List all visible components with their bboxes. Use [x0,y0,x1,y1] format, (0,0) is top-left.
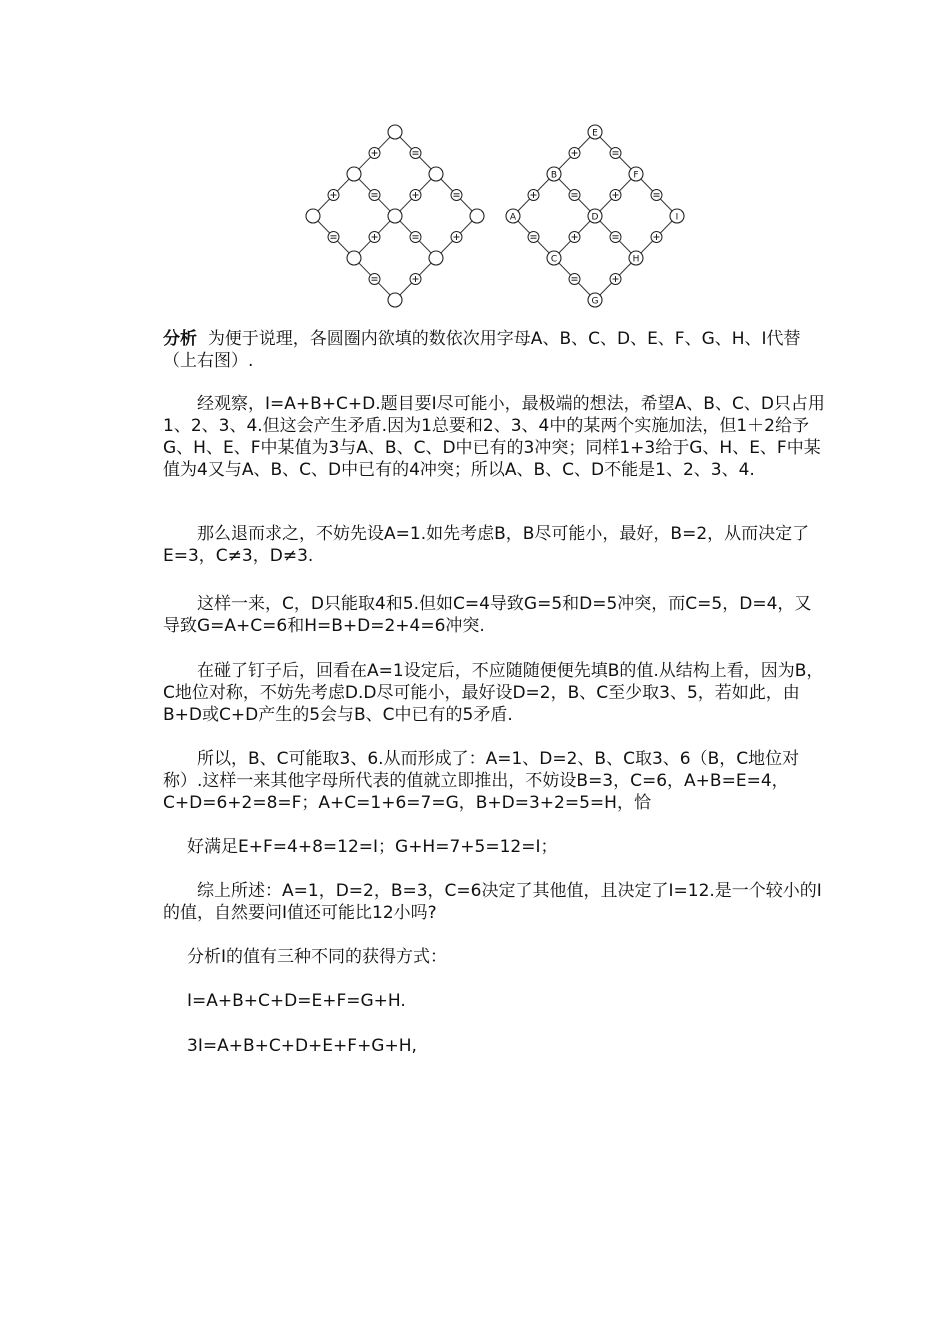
value-circle [429,167,443,181]
value-circle [347,251,361,265]
minus-operator-icon [328,232,339,243]
value-circle [388,293,402,307]
circle-label-d: D [591,212,599,223]
circle-label-c: C [550,254,558,265]
equation-1: I=A+B+C+D=E+F=G+H. [187,991,406,1011]
circle-label-i: I [675,212,679,223]
analysis-intro: 为便于说理，各圆圈内欲填的数依次用字母A、B、C、D、E、F、G、H、I代替（上右图）. [163,329,801,371]
circle-label-f: F [633,170,639,181]
right-diagram [506,125,684,307]
analysis-label: 分析 [163,329,197,349]
minus-operator-icon [569,274,580,285]
three-ways-line: 分析I的值有三种不同的获得方式： [187,947,448,967]
minus-operator-icon [610,232,621,243]
circle-label-h: H [632,254,640,265]
minus-operator-icon [610,148,621,159]
value-circle [388,209,402,223]
equation-2: 3I=A+B+C+D+E+F+G+H, [187,1036,417,1056]
paragraph-assume-a: 那么退而求之，不妨先设A=1.如先考虑B，B尽可能小，最好，B=2，从而决定了E=3，C≠3，D≠3. [163,524,810,566]
lattice-figure [300,120,690,310]
paragraph-derive: 所以，B、C可能取3、6.从而形成了：A=1、D=2、B、C取3、6（B，C地位对称）.这样一来其他字母所代表的值就立即推出，不妨设B=3，C=6，A+B=E=4，C+D=6+2=8=F；A+C=1+6=7=G，B+D=3+2=5=H，恰 [163,749,800,813]
value-circle [347,167,361,181]
circle-label-a: A [509,212,517,223]
minus-operator-icon [651,190,662,201]
summary-paragraph: 综上所述：A=1，D=2，B=3，C=6决定了其他值，且决定了I=12.是一个较小的I的值，自然要问I值还可能比12小吗? [163,881,822,923]
circle-label-g: G [591,296,599,307]
minus-operator-icon [369,274,380,285]
satisfy-line: 好满足E+F=4+8=12=I；G+H=7+5=12=I； [187,837,558,857]
minus-operator-icon [451,190,462,201]
value-circle [306,209,320,223]
minus-operator-icon [410,232,421,243]
circle-label-e: E [592,128,598,139]
value-circle [470,209,484,223]
value-circle [429,251,443,265]
left-diagram [306,125,484,307]
minus-operator-icon [410,148,421,159]
paragraph-observation: 经观察，I=A+B+C+D.题目要I尽可能小，最极端的想法，希望A、B、C、D只占用1、2、3、4.但这会产生矛盾.因为1总要和2、3、4中的某两个实施加法，但1＋2给予G、H、E、F中某值为3与A、B、C、D中已有的3冲突；同样1+3给于G、H、E、F中某值为4又与A、B、C、D中已有的4冲突；所以A、B、C、D不能是1、2、3、4. [163,394,825,480]
minus-operator-icon [528,232,539,243]
value-circle [388,125,402,139]
minus-operator-icon [369,190,380,201]
circle-label-b: B [550,170,558,181]
paragraph-conflict: 这样一来，C，D只能取4和5.但如C=4导致G=5和D=5冲突，而C=5，D=4，又导致G=A+C=6和H=B+D=2+4=6冲突. [163,594,812,636]
minus-operator-icon [569,190,580,201]
paragraph-reconsider: 在碰了钉子后，回看在A=1设定后，不应随随便便先填B的值.从结构上看，因为B，C地位对称，不妨先考虑D.D尽可能小，最好设D=2，B、C至少取3、5，若如此，由B+D或C+D产生的5会与B、C中已有的5矛盾. [163,661,824,725]
analysis-paragraph [163,328,828,372]
